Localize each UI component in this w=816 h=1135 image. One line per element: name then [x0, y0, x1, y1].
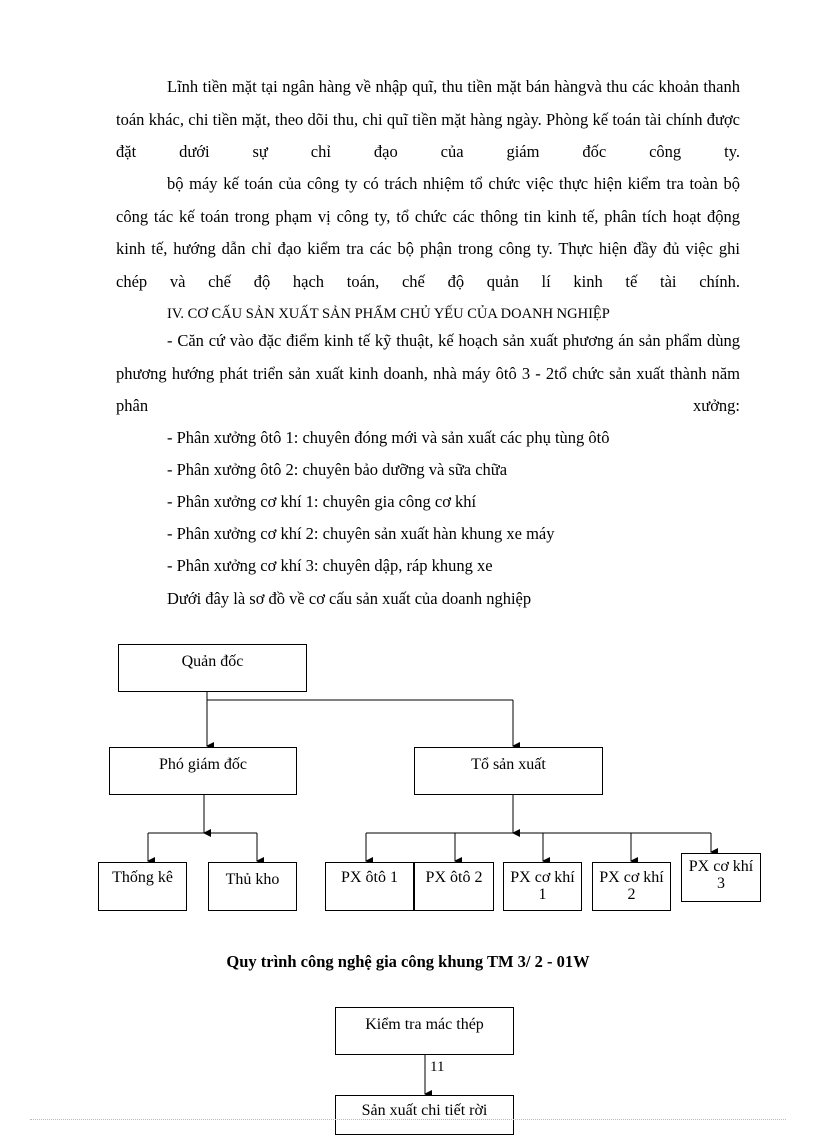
diagram-intro: Dưới đây là sơ đồ về cơ cấu sản xuất của doanh nghiệp	[167, 589, 532, 608]
section-heading: IV. CƠ CẤU SẢN XUẤT SẢN PHẨM CHỦ YẾU CỦA DOANH NGHIỆP	[167, 306, 610, 322]
org-box-production-team: Tổ sản xuất	[414, 747, 603, 795]
process-step-check-steel: Kiểm tra mác thép	[335, 1007, 514, 1055]
workshop-item-4: - Phân xưởng cơ khí 2: chuyên sản xuất hàn khung xe máy	[167, 524, 555, 543]
org-box-workshop-mech-2: PX cơ khí 2	[592, 862, 671, 911]
process-step-parts: Sản xuất chi tiết rời	[335, 1095, 514, 1135]
org-box-workshop-mech-3: PX cơ khí 3	[681, 853, 761, 902]
workshop-item-3: - Phân xưởng cơ khí 1: chuyên gia công cơ khí	[167, 492, 477, 511]
org-box-statistics: Thống kê	[98, 862, 187, 911]
paragraph-cash-duties: Lĩnh tiền mặt tại ngân hàng về nhập quĩ, thu tiền mặt bán hàngvà thu các khoản thanh toán khác, chi tiền mặt, theo dõi thu, chi quĩ tiền mặt hàng ngày. Phòng kế toán tài chính được đặt dưới sự chỉ đạo của giám đốc công ty.	[116, 77, 740, 161]
workshop-item-5: - Phân xưởng cơ khí 3: chuyên dập, ráp khung xe	[167, 556, 493, 575]
org-box-workshop-auto-1: PX ôtô 1	[325, 862, 414, 911]
process-arrow-label: 11	[430, 1059, 445, 1075]
org-box-deputy: Phó giám đốc	[109, 747, 297, 795]
paragraph-production-basis: - Căn cứ vào đặc điểm kinh tế kỹ thuật, kế hoạch sản xuất phương án sản phẩm dùng phương hướng phát triển sản xuất kinh doanh, nhà máy ôtô 3 - 2tổ chức sản xuất thành năm phân xưởng:	[116, 331, 740, 415]
org-box-workshop-mech-1: PX cơ khí 1	[503, 862, 582, 911]
org-box-storekeeper: Thủ kho	[208, 862, 297, 911]
org-box-root: Quản đốc	[118, 644, 307, 692]
paragraph-accounting-apparatus: bộ máy kế toán của công ty có trách nhiệm tổ chức việc thực hiện kiểm tra toàn bộ công tác kế toán trong phạm vị công ty, tổ chức các thông tin kinh tế, phân tích hoạt động kinh tế, hướng dẫn chỉ đạo kiểm tra các bộ phận trong công ty. Thực hiện đầy đủ việc ghi chép và chế độ hạch toán, chế độ quản lí kinh tế tài chính.	[116, 174, 740, 291]
process-title: Quy trình công nghệ gia công khung TM 3/ 2 - 01W	[226, 952, 590, 971]
workshop-item-1: - Phân xưởng ôtô 1: chuyên đóng mới và sản xuất các phụ tùng ôtô	[167, 428, 610, 447]
workshop-item-2: - Phân xưởng ôtô 2: chuyên bảo dưỡng và sữa chữa	[167, 460, 508, 479]
org-box-workshop-auto-2: PX ôtô 2	[414, 862, 494, 911]
page-bottom-divider	[30, 1119, 786, 1120]
